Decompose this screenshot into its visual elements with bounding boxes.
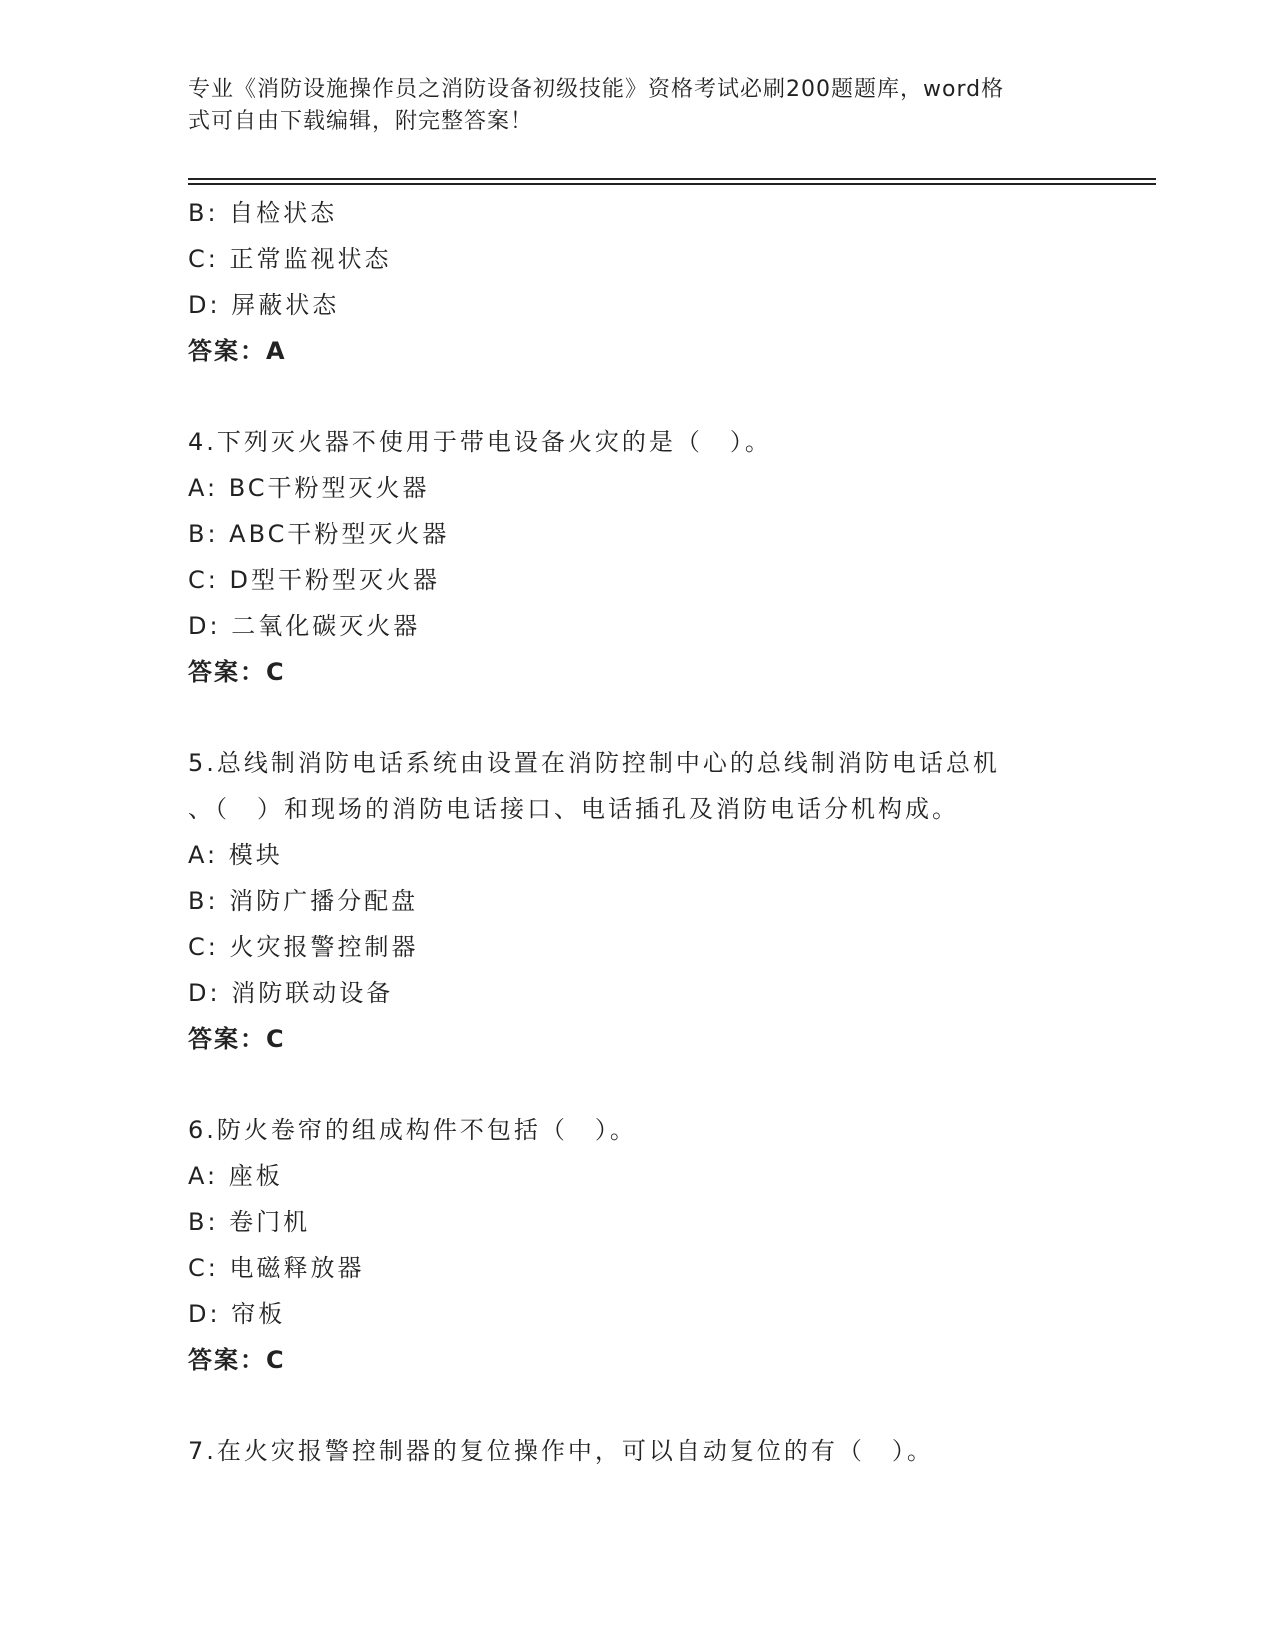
q5-question-line-2: 、（ ）和现场的消防电话接口、电话插孔及消防电话分机构成。 xyxy=(188,795,959,823)
q4-option-b: B: ABC干粉型灭火器 xyxy=(188,520,450,548)
question-3 xyxy=(188,190,1088,374)
q4-question: 4.下列灭火器不使用于带电设备火灾的是（ ）。 xyxy=(188,428,772,456)
q3-option-c: C: 正常监视状态 xyxy=(188,245,392,273)
question-7 xyxy=(188,1428,1088,1474)
header-title-line-2: 式可自由下载编辑，附完整答案！ xyxy=(188,109,534,134)
spacer xyxy=(188,1383,1088,1428)
q5-answer: 答案：C xyxy=(188,1025,286,1053)
q5-option-c: C: 火灾报警控制器 xyxy=(188,933,419,961)
q6-option-b: B: 卷门机 xyxy=(188,1208,311,1236)
q6-answer: 答案：C xyxy=(188,1346,286,1374)
q6-option-c: C: 电磁释放器 xyxy=(188,1254,365,1282)
spacer xyxy=(188,1062,1088,1107)
q5-question-line-1: 5.总线制消防电话系统由设置在消防控制中心的总线制消防电话总机 xyxy=(188,749,1000,777)
q6-option-d: D: 帘板 xyxy=(188,1300,286,1328)
header-title-line-1: 专业《消防设施操作员之消防设备初级技能》资格考试必刷200题题库，word格 xyxy=(188,77,1005,102)
q6-question: 6.防火卷帘的组成构件不包括（ ）。 xyxy=(188,1116,637,1144)
document-header xyxy=(188,74,1068,138)
question-list xyxy=(188,190,1088,1474)
q5-option-a: A: 模块 xyxy=(188,841,283,869)
q4-option-a: A: BC干粉型灭火器 xyxy=(188,474,430,502)
q5-option-d: D: 消防联动设备 xyxy=(188,979,394,1007)
q4-option-c: C: D型干粉型灭火器 xyxy=(188,566,440,594)
q3-answer: 答案：A xyxy=(188,337,287,365)
q5-option-b: B: 消防广播分配盘 xyxy=(188,887,419,915)
spacer xyxy=(188,695,1088,740)
q7-question: 7.在火灾报警控制器的复位操作中，可以自动复位的有（ ）。 xyxy=(188,1437,934,1465)
q6-option-a: A: 座板 xyxy=(188,1162,283,1190)
q4-answer: 答案：C xyxy=(188,658,286,686)
q3-option-b: B: 自检状态 xyxy=(188,199,338,227)
q4-option-d: D: 二氧化碳灭火器 xyxy=(188,612,421,640)
question-5 xyxy=(188,740,1088,1062)
question-4 xyxy=(188,419,1088,695)
header-rule-bottom xyxy=(188,183,1156,185)
question-6 xyxy=(188,1107,1088,1383)
q3-option-d: D: 屏蔽状态 xyxy=(188,291,340,319)
header-rule-top xyxy=(188,178,1156,180)
spacer xyxy=(188,374,1088,419)
